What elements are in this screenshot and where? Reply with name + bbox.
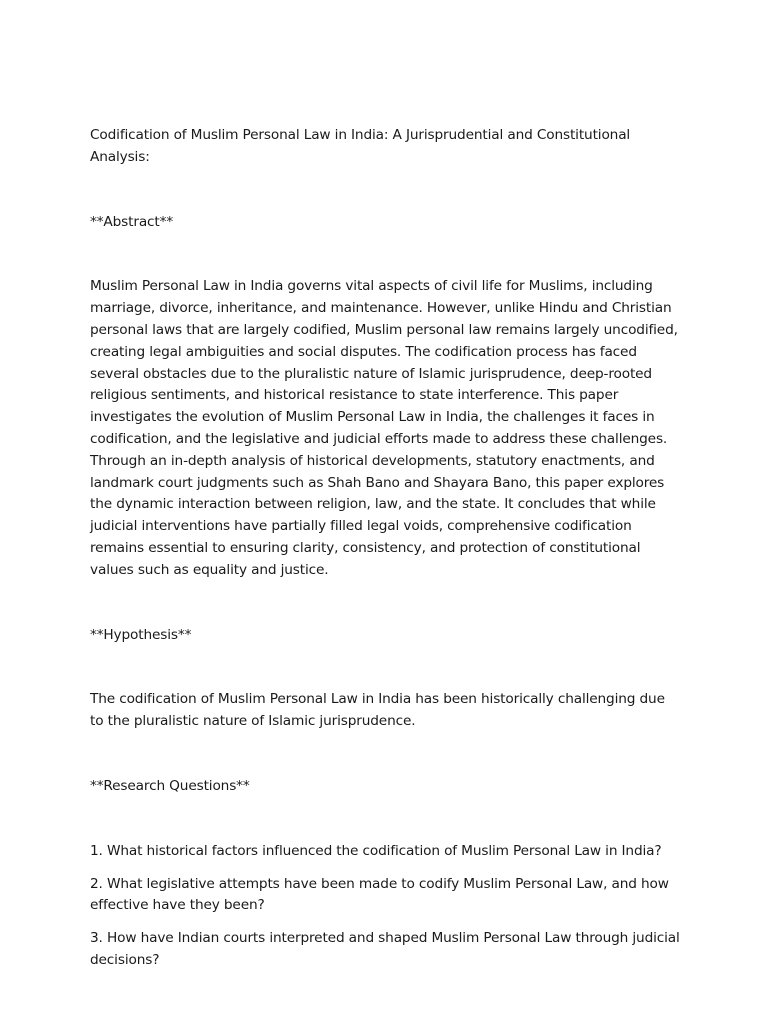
research-question-item: 1. What historical factors influenced the codification of Muslim Personal Law in India? <box>90 842 662 859</box>
research-questions-heading: **Research Questions** <box>90 777 250 794</box>
research-question-item: 3. How have Indian courts interpreted and shaped Muslim Personal Law through judicial decisions? <box>90 930 680 968</box>
abstract-heading: **Abstract** <box>90 213 174 230</box>
abstract-paragraph: Muslim Personal Law in India governs vital aspects of civil life for Muslims, including marriage, divorce, inheritance, and maintenance. However, unlike Hindu and Christian personal laws that are largely codified, Muslim personal law remains largely uncodified, creating legal ambiguities and social disputes. The codification process has faced several obstacles due to the pluralistic nature of Islamic jurisprudence, deep-rooted religious sentiments, and historical resistance to state interference. This paper investigates the evolution of Muslim Personal Law in India, the challenges it faces in codification, and the legislative and judicial efforts made to address these challenges. Through an in-depth analysis of historical developments, statutory enactments, and landmark court judgments such as Shah Bano and Shayara Bano, this paper explores the dynamic interaction between religion, law, and the state. It concludes that while judicial interventions have partially filled legal voids, comprehensive codification remains essential to ensuring clarity, consistency, and protection of constitutional values such as equality and justice. <box>90 278 678 578</box>
research-question-item: 2. What legislative attempts have been made to codify Muslim Personal Law, and how effective have they been? <box>90 875 669 914</box>
document-title: Codification of Muslim Personal Law in India: A Jurisprudential and Constitutional Analysis: <box>90 127 631 165</box>
hypothesis-heading: **Hypothesis** <box>90 626 192 643</box>
hypothesis-paragraph: The codification of Muslim Personal Law in India has been historically challenging due to the pluralistic nature of Islamic jurisprudence. <box>90 691 665 730</box>
document-body <box>90 125 682 983</box>
